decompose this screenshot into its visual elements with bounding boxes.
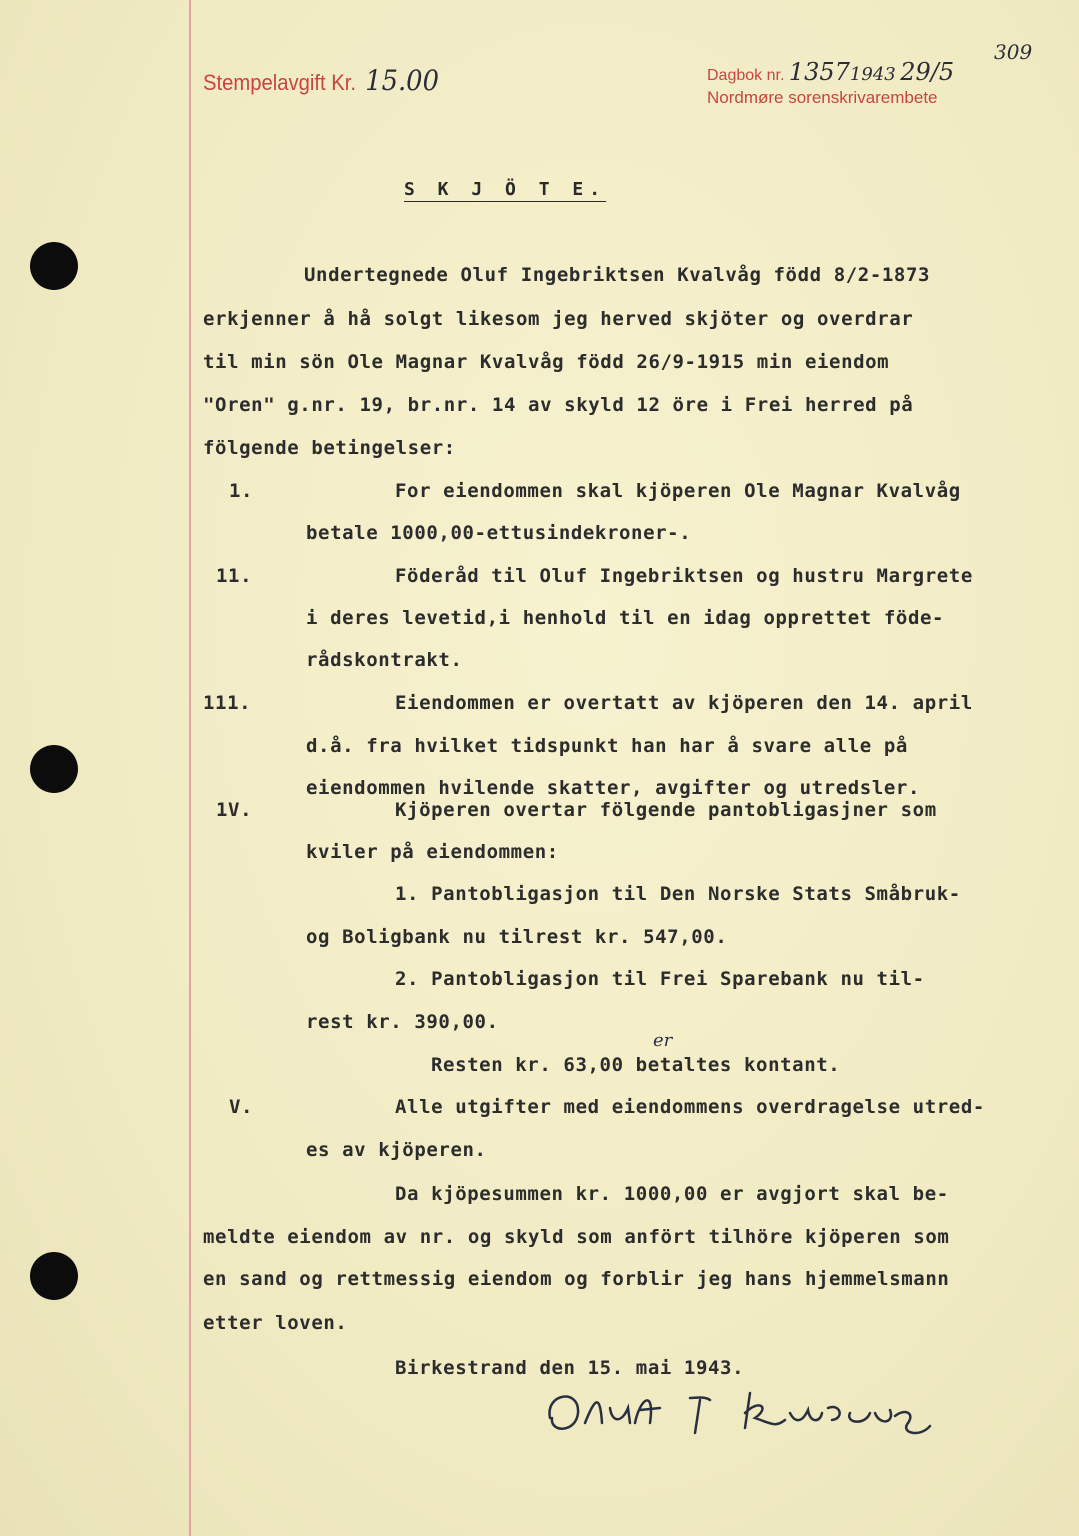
clause-number: 1V. (216, 799, 253, 821)
text-line: es av kjöperen. (306, 1139, 487, 1161)
text-line: betale 1000,00-ettusindekroner-. (306, 522, 692, 544)
stamp-tax-label: Stempelavgift Kr. (203, 70, 357, 95)
text-line: Kjöperen overtar fölgende pantobligasjner som (395, 799, 937, 821)
dagbok-label: Dagbok nr. (707, 67, 785, 84)
stamp-dagbok (707, 58, 954, 86)
text-line: d.å. fra hvilket tidspunkt han har å svare alle på (306, 735, 908, 757)
dagbok-year: 1943 (849, 64, 896, 85)
text-line: Eiendommen er overtatt av kjöperen den 14. april (395, 692, 973, 714)
stamp-tax (203, 64, 439, 97)
text-line: 2. Pantobligasjon til Frei Sparebank nu til- (395, 968, 925, 990)
place-date-line: Birkestrand den 15. mai 1943. (395, 1357, 745, 1379)
text-line: en sand og rettmessig eiendom og forblir jeg hans hjemmelsmann (203, 1268, 950, 1290)
text-line: meldte eiendom av nr. og skyld som anfört tilhöre kjöperen som (203, 1226, 950, 1248)
text-line: til min sön Ole Magnar Kvalvåg född 26/9-1915 min eiendom (203, 351, 890, 373)
text-line: eiendommen hvilende skatter, avgifter og utredsler. (306, 777, 920, 799)
clause-number: 1. (229, 480, 254, 502)
text-line: rådskontrakt. (306, 649, 463, 671)
text-line: rest kr. 390,00. (306, 1011, 499, 1033)
text-line: Resten kr. 63,00 betaltes kontant. (431, 1054, 841, 1076)
punch-hole-icon (30, 1252, 78, 1300)
dagbok-date: 29/5 (900, 58, 955, 86)
text-line: "Oren" g.nr. 19, br.nr. 14 av skyld 12 öre i Frei herred på (203, 394, 914, 416)
text-line: For eiendommen skal kjöperen Ole Magnar Kvalvåg (395, 480, 961, 502)
margin-rule (189, 0, 191, 1536)
clause-number: 111. (203, 692, 252, 714)
text-line: i deres levetid,i henhold til en idag opprettet föde- (306, 607, 945, 629)
clause-number: V. (229, 1096, 254, 1118)
punch-hole-icon (30, 745, 78, 793)
text-line: fölgende betingelser: (203, 437, 456, 459)
text-line: etter loven. (203, 1312, 348, 1334)
clause-number: 11. (216, 565, 253, 587)
signature (540, 1378, 940, 1448)
stamp-tax-amount: 15.00 (365, 64, 439, 97)
handwritten-insertion: er (653, 1030, 673, 1051)
folio-number: 309 (994, 40, 1033, 64)
text-line: Alle utgifter med eiendommens overdragelse utred- (395, 1096, 985, 1118)
text-line: Föderåd til Oluf Ingebriktsen og hustru Margrete (395, 565, 973, 587)
document-title: S K J Ö T E. (404, 179, 607, 200)
text-line: Undertegnede Oluf Ingebriktsen Kvalvåg född 8/2-1873 (304, 264, 931, 286)
stamp-office: Nordmøre sorenskrivarembete (707, 88, 938, 107)
punch-hole-icon (30, 242, 78, 290)
text-line: erkjenner å hå solgt likesom jeg herved skjöter og overdrar (203, 308, 914, 330)
text-line: Da kjöpesummen kr. 1000,00 er avgjort skal be- (395, 1183, 949, 1205)
dagbok-number: 1357 (788, 58, 850, 86)
text-line: 1. Pantobligasjon til Den Norske Stats Småbruk- (395, 883, 961, 905)
text-line: og Boligbank nu tilrest kr. 547,00. (306, 926, 728, 948)
text-line: kviler på eiendommen: (306, 841, 559, 863)
